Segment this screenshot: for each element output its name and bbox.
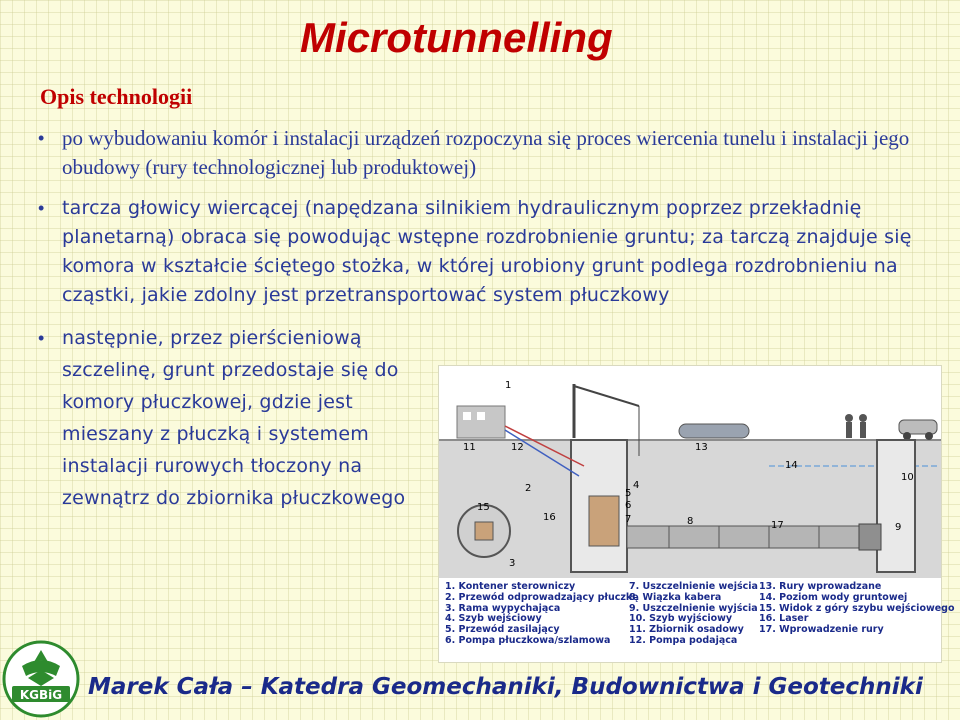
- slide-title: Microtunnelling: [300, 14, 613, 61]
- diagram-label-2: 2: [525, 483, 532, 494]
- legend-item: 15. Widok z góry szybu wejściowego: [759, 602, 955, 614]
- logo-text: KGBiG: [19, 688, 63, 702]
- legend-item: 17. Wprowadzenie rury: [759, 624, 884, 636]
- diagram-label-15: 15: [477, 502, 490, 513]
- legend-item: 13. Rury wprowadzane: [759, 581, 882, 592]
- tunnel-pipe: [627, 526, 877, 548]
- legend-item: 9. Uszczelnienie wyjścia: [629, 602, 758, 614]
- diagram-label-5: 5: [625, 488, 632, 499]
- legend-item: 12. Pompa podająca: [629, 634, 738, 646]
- legend-column-2: [629, 582, 758, 647]
- legend-item: 16. Laser: [759, 613, 809, 625]
- diagram-label-14: 14: [785, 460, 798, 471]
- drilling-head: [859, 524, 881, 550]
- diagram-label-11: 11: [463, 442, 476, 453]
- legend-item: 3. Rama wypychająca: [445, 602, 561, 614]
- slide-subtitle: Opis technologii: [40, 84, 193, 109]
- legend-item: 5. Przewód zasilający: [445, 624, 560, 636]
- footer-author: Marek Cała – Katedra Geomechaniki, Budownictwa i Geotechniki: [88, 674, 923, 700]
- legend-column-3: [759, 582, 955, 636]
- diagram-label-3: 3: [509, 558, 516, 569]
- diagram-label-8: 8: [687, 516, 694, 527]
- pipes-stock: [679, 424, 749, 438]
- diagram-label-16: 16: [543, 512, 556, 523]
- diagram-label-12: 12: [511, 442, 524, 453]
- diagram-label-13: 13: [695, 442, 708, 453]
- legend-item: 2. Przewód odprowadzający płuczkę: [445, 591, 639, 603]
- jacking-frame: [589, 496, 619, 546]
- exit-shaft: [877, 440, 915, 572]
- diagram-label-1: 1: [505, 380, 512, 391]
- legend-item: 11. Zbiornik osadowy: [629, 624, 744, 636]
- legend-column-1: [445, 582, 639, 647]
- microtunnelling-diagram: [438, 365, 955, 663]
- diagram-label-7: 7: [625, 514, 632, 525]
- diagram-label-17: 17: [771, 520, 784, 531]
- legend-item: 1. Kontener sterowniczy: [445, 581, 576, 592]
- diagram-illustration: [439, 366, 941, 578]
- diagram-legend: [439, 578, 955, 662]
- legend-item: 14. Poziom wody gruntowej: [759, 591, 908, 603]
- diagram-label-10: 10: [901, 472, 914, 483]
- legend-item: 10. Szyb wyjściowy: [629, 613, 733, 625]
- bullet-item-1: • po wybudowaniu komór i instalacji urządzeń rozpoczyna się proces wiercenia tunelu i instalacji jego obudowy (rury technologicznej lub produktowej): [38, 124, 922, 182]
- legend-item: 4. Szyb wejściowy: [445, 613, 542, 625]
- legend-item: 8. Wiązka kabera: [629, 591, 722, 603]
- legend-item: 6. Pompa płuczkowa/szlamowa: [445, 634, 611, 646]
- bullet-item-3: • następnie, przez pierścieniową szczelinę, grunt przedostaje się do komory płuczkowej, gdzie jest mieszany z płuczką i systemem instalacji rurowych tłoczony na zewnątrz do zbiornika płuczkowego: [38, 322, 432, 514]
- diagram-label-6: 6: [625, 500, 632, 511]
- car-shape: [899, 420, 937, 434]
- bullet-item-2: • tarcza głowicy wiercącej (napędzana silnikiem hydraulicznym poprzez przekładnię planetarną) obraca się powodując wstępne rozdrobnienie gruntu; za tarczą znajduje się komora w kształcie ściętego stożka, w której urobiony grunt podlega rozdrobnieniu na cząstki, jakie zdolny jest przetransportować system płuczkowy: [38, 194, 922, 310]
- diagram-label-9: 9: [895, 522, 902, 533]
- control-container: [457, 406, 505, 438]
- legend-item: 7. Uszczelnienie wejścia: [629, 581, 758, 592]
- diagram-label-4: 4: [633, 480, 640, 491]
